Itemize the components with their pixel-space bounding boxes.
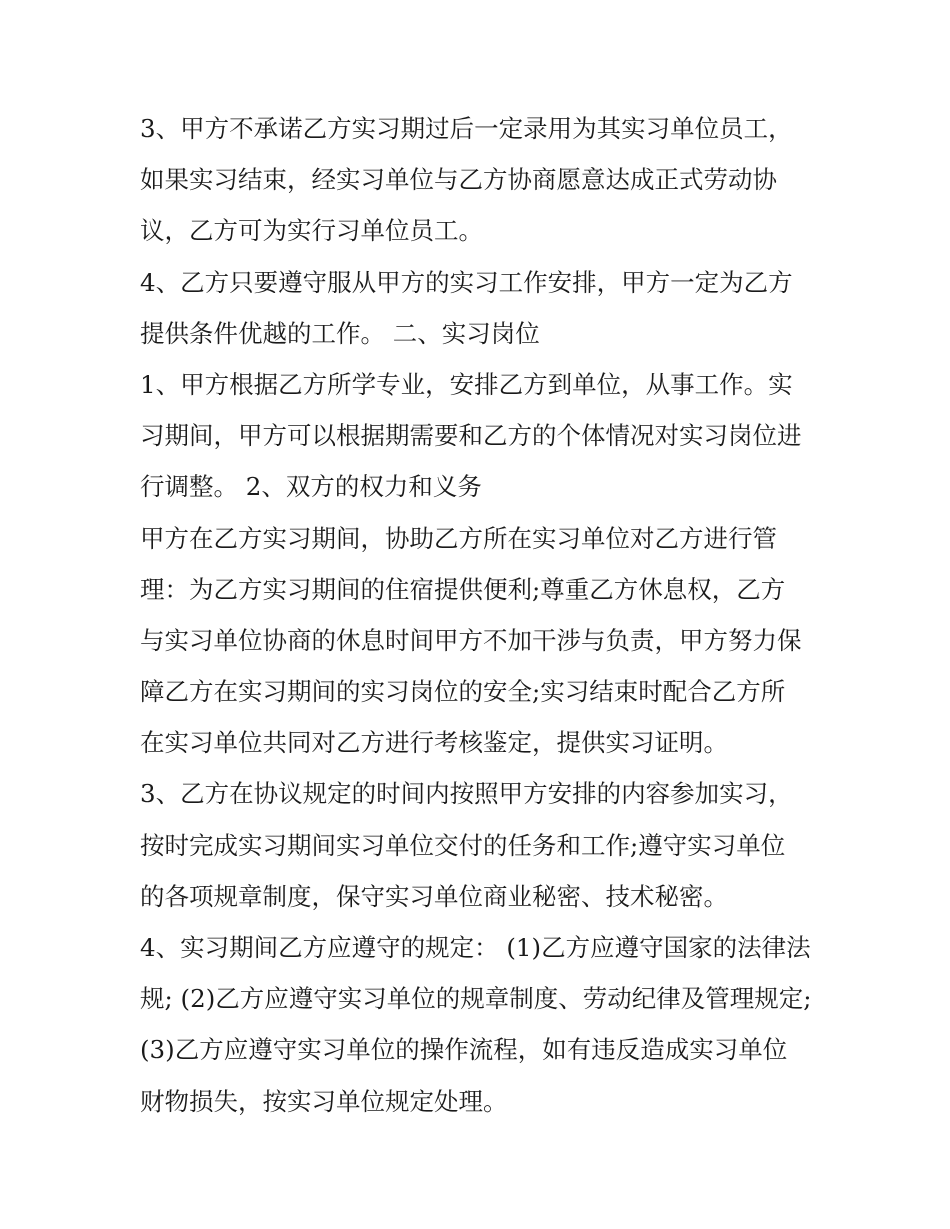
text-line: 的各项规章制度，保守实习单位商业秘密、技术秘密。 [140, 881, 728, 911]
text-line: 财物损失，按实习单位规定处理。 [140, 1086, 508, 1116]
document-body [140, 103, 820, 1127]
text-line: 3、乙方在协议规定的时间内按照甲方安排的内容参加实习， [140, 779, 793, 809]
text-line: 与实习单位协商的休息时间甲方不加干涉与负责，甲方努力保 [140, 625, 802, 655]
text-line: 按时完成实习期间实习单位交付的任务和工作;遵守实习单位 [140, 830, 786, 860]
text-line: 如果实习结束，经实习单位与乙方协商愿意达成正式劳动协 [140, 165, 777, 195]
text-line: 甲方在乙方实习期间，协助乙方所在实习单位对乙方进行管 [140, 523, 777, 553]
text-line: 4、实习期间乙方应遵守的规定： (1)乙方应遵守国家的法律法 [140, 933, 811, 962]
text-line: 习期间，甲方可以根据期需要和乙方的个体情况对实习岗位进 [140, 421, 802, 451]
text-line: 行调整。 2、双方的权力和义务 [140, 472, 482, 502]
text-line: (3)乙方应遵守实习单位的操作流程，如有违反造成实习单位 [140, 1035, 788, 1065]
text-line: 规; (2)乙方应遵守实习单位的规章制度、劳动纪律及管理规定; [140, 984, 812, 1014]
text-line: 提供条件优越的工作。 二、实习岗位 [140, 318, 540, 348]
text-line: 理：为乙方实习期间的住宿提供便利;尊重乙方休息权，乙方 [140, 574, 786, 604]
text-line: 障乙方在实习期间的实习岗位的安全;实习结束时配合乙方所 [140, 677, 786, 707]
text-line: 3、甲方不承诺乙方实习期过后一定录用为其实习单位员工， [140, 114, 793, 143]
text-line: 4、乙方只要遵守服从甲方的实习工作安排，甲方一定为乙方 [140, 267, 793, 297]
text-line: 议，乙方可为实行习单位员工。 [140, 216, 483, 246]
text-line: 在实习单位共同对乙方进行考核鉴定，提供实习证明。 [140, 728, 728, 758]
text-line: 1、甲方根据乙方所学专业，安排乙方到单位，从事工作。实 [140, 369, 793, 399]
